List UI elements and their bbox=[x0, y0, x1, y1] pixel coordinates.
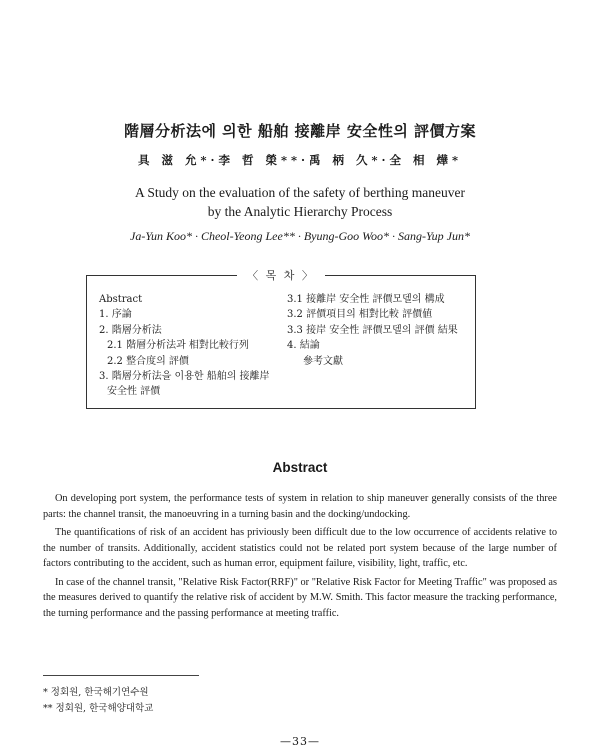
abstract-body bbox=[43, 491, 557, 624]
table-of-contents bbox=[86, 269, 476, 409]
toc-item: 2. 階層分析法 bbox=[99, 324, 162, 336]
footnote-1: * 정회원, 한국해기연수원 bbox=[43, 687, 149, 698]
toc-item: 參考文獻 bbox=[303, 355, 343, 367]
toc-item: 4. 結論 bbox=[287, 340, 320, 352]
abstract-paragraph: The quantifications of risk of an accident has priviously been difficult due to the low occurrence of accidents relative to the number of transits. Additionally, accident statistics could not be related port system because of the large number of factors contributing to the accident, such as human error, equipment failure, visibility, light, traffic, etc. bbox=[43, 527, 557, 569]
toc-right-column bbox=[287, 292, 458, 369]
toc-item: 1. 序論 bbox=[99, 309, 132, 321]
footnote-divider bbox=[43, 675, 199, 676]
toc-item: 3.3 接岸 安全性 評價모델의 評價 結果 bbox=[287, 324, 458, 336]
footnote-2: ** 정회원, 한국해양대학교 bbox=[43, 703, 154, 714]
page-number: —33— bbox=[280, 735, 320, 748]
toc-item: 2.1 階層分析法과 相對比較行列 bbox=[107, 340, 249, 352]
abstract-paragraph: On developing port system, the performance tests of system in relation to ship maneuver generally consists of the three parts: the channel transit, the manoeuvring in a turning basin and the docking/undocking. bbox=[43, 493, 557, 520]
toc-item: 2.2 整合度의 評價 bbox=[107, 355, 189, 367]
english-title-line-1: A Study on the evaluation of the safety of berthing maneuver bbox=[135, 185, 465, 200]
korean-authors: 具 滋 允*·李 哲 榮**·禹 柄 久*·全 相 燁* bbox=[137, 153, 463, 167]
english-title bbox=[0, 183, 600, 221]
toc-item: 安全性 評價 bbox=[107, 386, 161, 398]
abstract-heading: Abstract bbox=[272, 460, 328, 475]
toc-item: 3.1 接離岸 安全性 評價모델의 構成 bbox=[287, 294, 445, 305]
toc-left-column bbox=[99, 292, 270, 400]
toc-item: Abstract bbox=[99, 294, 143, 305]
english-title-line-2: by the Analytic Hierarchy Process bbox=[207, 204, 393, 219]
english-authors: Ja-Yun Koo* · Cheol-Yeong Lee** · Byung-Goo Woo* · Sang-Yup Jun* bbox=[130, 229, 470, 243]
toc-title: 〈 목 차 〉 bbox=[237, 267, 325, 283]
toc-item: 3. 階層分析法을 이용한 船舶의 接離岸 bbox=[99, 371, 270, 383]
korean-title: 階層分析法에 의한 船舶 接離岸 安全性의 評價方案 bbox=[123, 122, 477, 140]
abstract-paragraph: In case of the channel transit, "Relative Risk Factor(RRF)" or "Relative Risk Factor for Meeting Traffic" was proposed as the measures derived to quantify the relative risk of accident by M.W. Smith. This factor measure the tracking performance, the turning performance and the passing performance at meeting traffic. bbox=[43, 576, 557, 619]
toc-item: 3.2 評價項目의 相對比較 評價値 bbox=[287, 309, 433, 321]
